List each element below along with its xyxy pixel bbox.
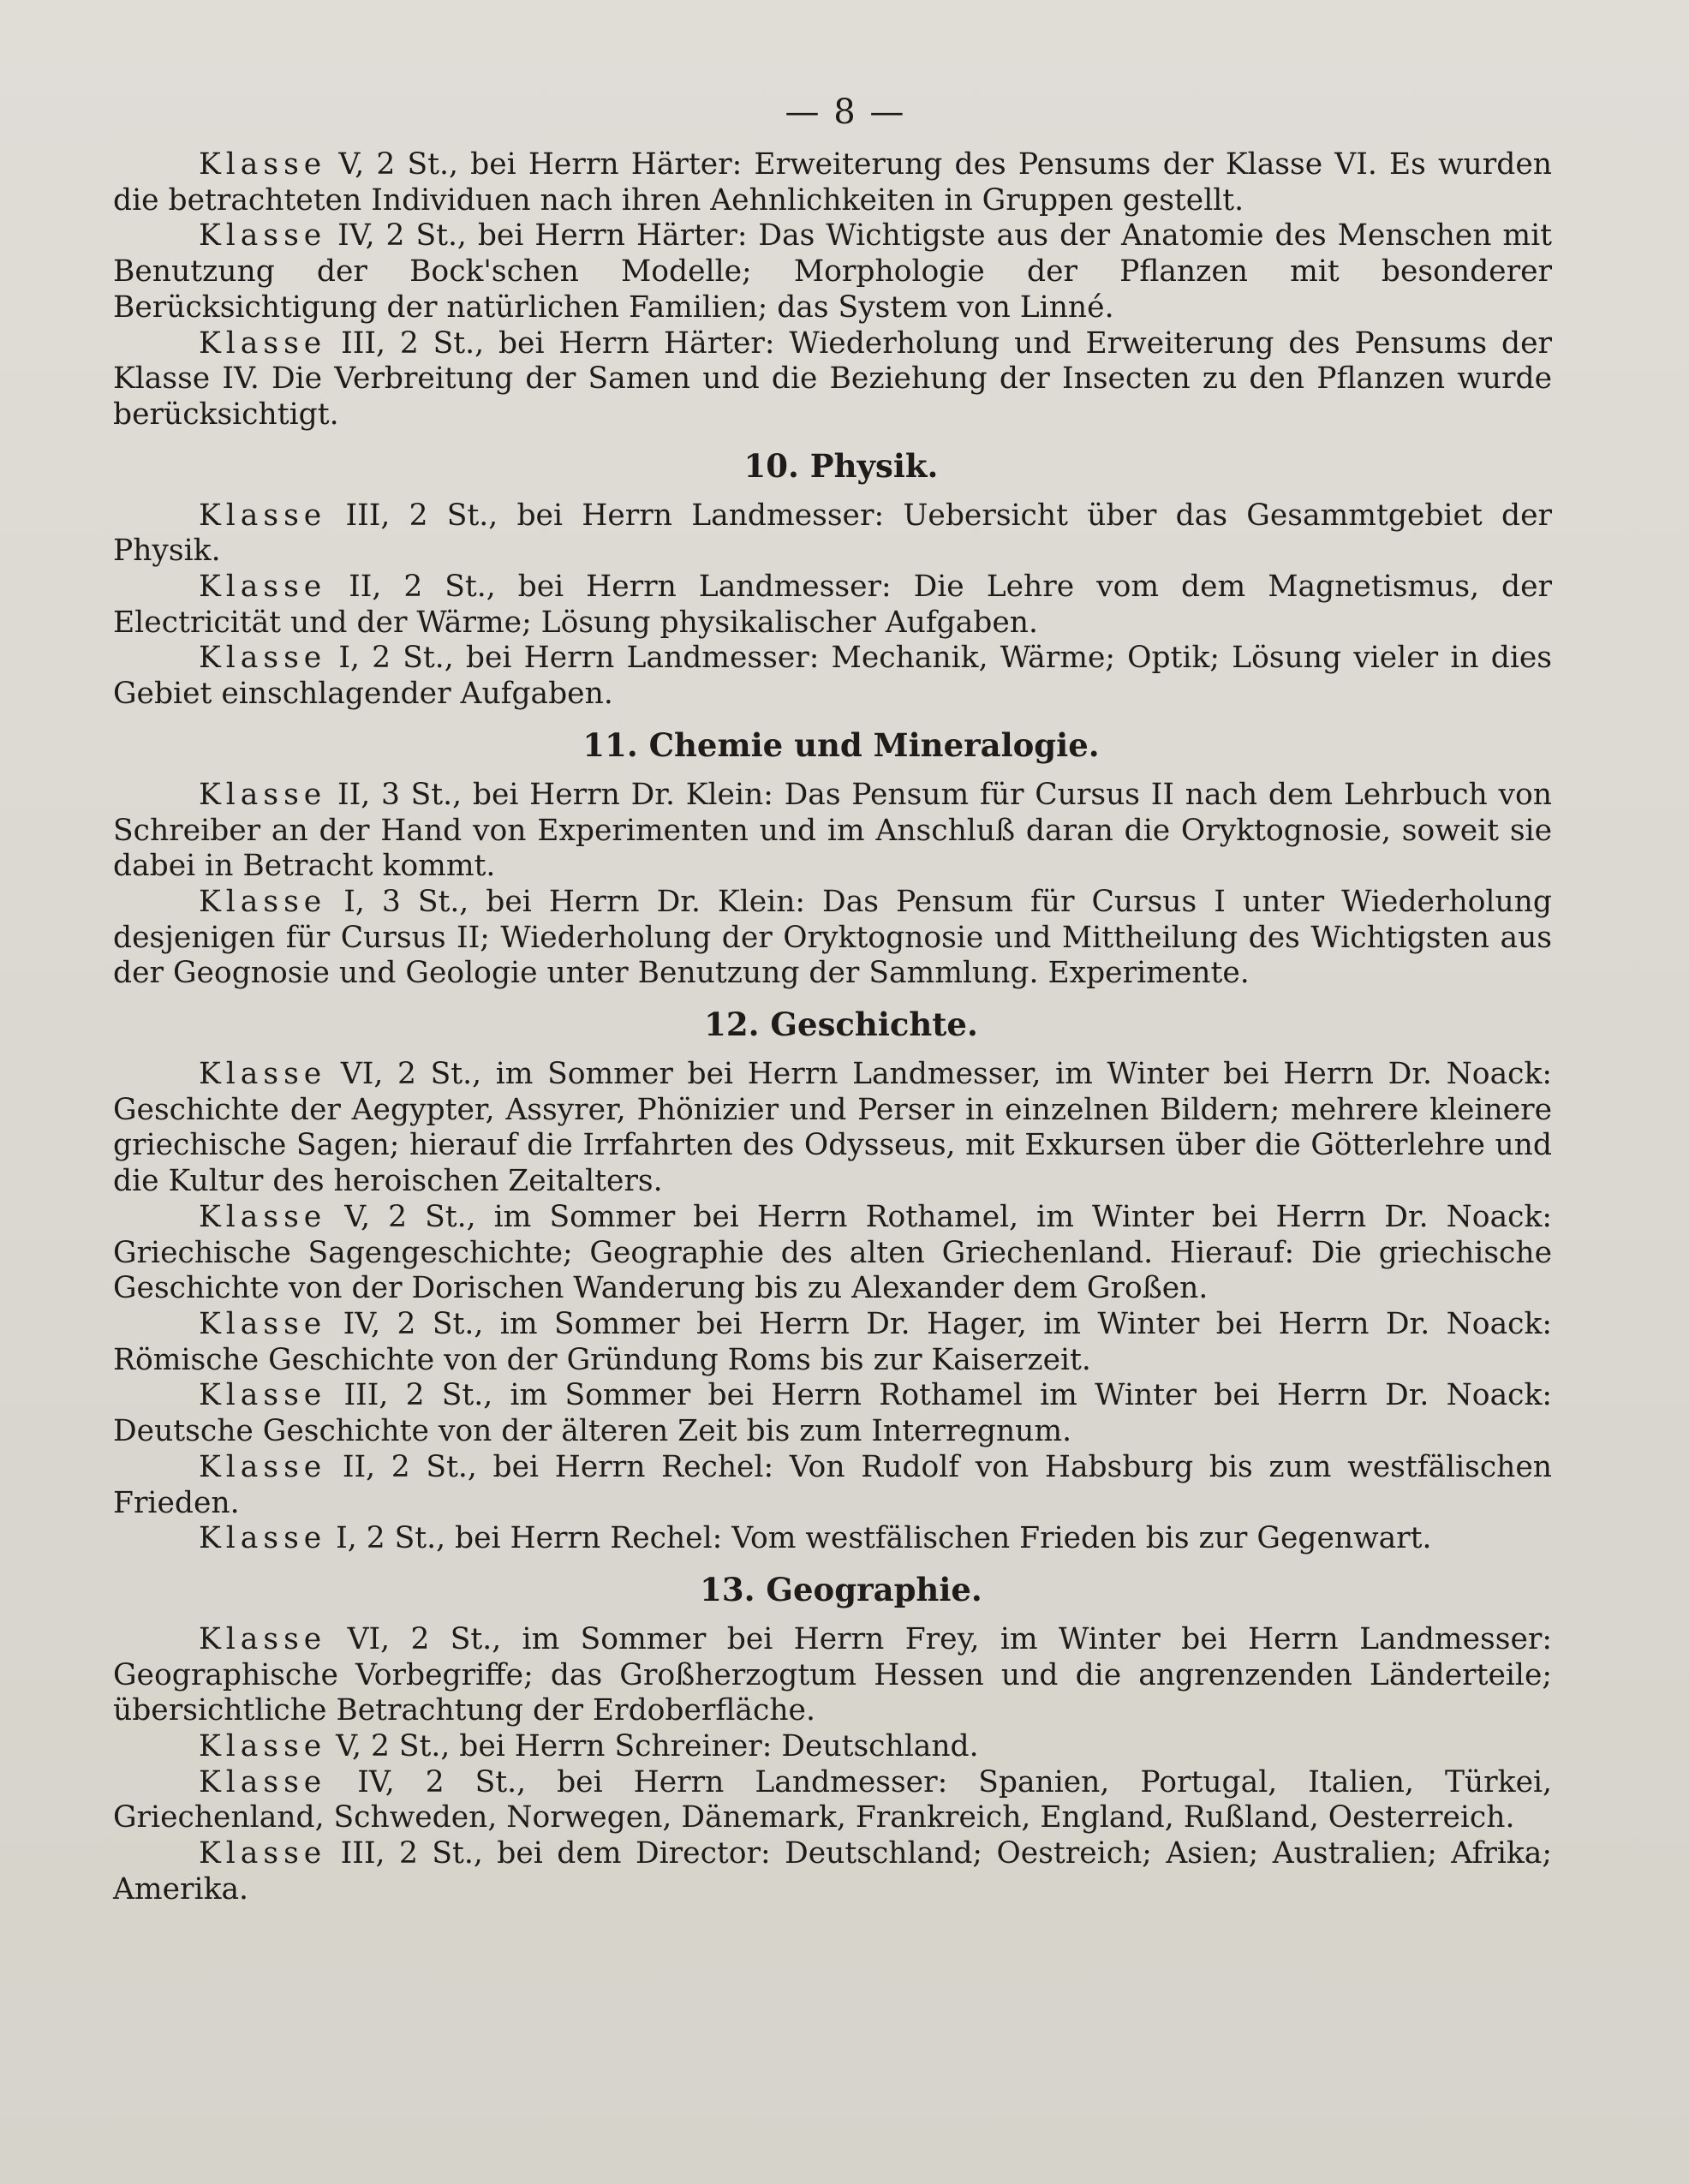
paragraph-text: II, 2 St., bei Herrn Landmesser: Die Lehre vom dem Magnetismus, der Electricität und der Wärme; Lösung physikalischer Aufgaben.	[113, 570, 1552, 640]
class-label: Klasse	[199, 570, 327, 605]
class-label: Klasse	[199, 1621, 327, 1656]
section-heading: 13. Geographie.	[700, 1570, 982, 1608]
intro-block	[113, 147, 1552, 433]
section-physik	[113, 448, 1552, 713]
paragraph-text: V, 2 St., im Sommer bei Herrn Rothamel, im Winter bei Herrn Dr. Noack: Griechische Sagengeschichte; Geographie des alten Griechenland. Hierauf: Die griechische Geschichte von der Dorischen Wanderung bis zu Alexander dem Großen.	[113, 1199, 1552, 1306]
paragraph	[113, 1057, 1552, 1200]
paragraph	[113, 641, 1552, 712]
class-label: Klasse	[199, 218, 327, 254]
class-label: Klasse	[199, 1306, 327, 1341]
paragraph	[113, 1765, 1552, 1836]
class-label: Klasse	[199, 1449, 327, 1484]
class-label: Klasse	[199, 777, 327, 812]
paragraph	[113, 1836, 1552, 1907]
class-label: Klasse	[199, 1764, 327, 1799]
class-label: Klasse	[199, 1729, 327, 1764]
section-geschichte	[113, 1006, 1552, 1557]
paragraph-text: I, 3 St., bei Herrn Dr. Klein: Das Pensum für Cursus I unter Wiederholung desjenigen für Cursus II; Wiederholung der Oryktognosie und Mittheilung des Wichtigsten aus der Geognosie und Geologie unter Benutzung der Sammlung. Experimente.	[113, 884, 1552, 991]
paragraph	[113, 778, 1552, 885]
paragraph	[113, 498, 1552, 570]
paragraph	[113, 570, 1552, 641]
class-label: Klasse	[199, 1521, 327, 1556]
paragraph	[113, 1378, 1552, 1449]
paragraph-text: IV, 2 St., bei Herrn Härter: Das Wichtigste aus der Anatomie des Menschen mit Benutzung der Bock'schen Modelle; Morphologie der Pflanzen mit besonderer Berücksichtigung der natürlichen Familien; das System von Linné.	[113, 218, 1552, 325]
paragraph	[113, 1450, 1552, 1521]
paragraph-text: I, 2 St., bei Herrn Landmesser: Mechanik, Wärme; Optik; Lösung vieler in dies Gebiet einschlagender Aufgaben.	[113, 641, 1552, 712]
paragraph-text: II, 3 St., bei Herrn Dr. Klein: Das Pensum für Cursus II nach dem Lehrbuch von Schreiber an der Hand von Experimenten und im Anschluß daran die Oryktognosie, soweit sie dabei in Betracht kommt.	[113, 777, 1552, 884]
paragraph	[113, 147, 1552, 218]
paragraph	[113, 218, 1552, 325]
paragraph-text: VI, 2 St., im Sommer bei Herrn Landmesser, im Winter bei Herrn Dr. Noack: Geschichte der Aegypter, Assyrer, Phönizier und Perser in einzelnen Bildern; mehrere kleinere griechische Sagen; hierauf die Irrfahrten des Odysseus, mit Exkursen über die Götterlehre und die Kultur des heroischen Zeitalters.	[113, 1057, 1552, 1199]
section-geographie	[113, 1572, 1552, 1908]
section-chemie	[113, 727, 1552, 992]
paragraph-text: III, 2 St., im Sommer bei Herrn Rothamel im Winter bei Herrn Dr. Noack: Deutsche Geschichte von der älteren Zeit bis zum Interregnum.	[113, 1378, 1552, 1449]
section-heading: 10. Physik.	[743, 446, 939, 485]
paragraph-text: V, 2 St., bei Herrn Schreiner: Deutschland.	[326, 1729, 979, 1764]
paragraph-text: IV, 2 St., bei Herrn Landmesser: Spanien, Portugal, Italien, Türkei, Griechenland, Schweden, Norwegen, Dänemark, Frankreich, England, Rußland, Oesterreich.	[113, 1764, 1552, 1835]
class-label: Klasse	[199, 1199, 327, 1234]
paragraph	[113, 1521, 1552, 1557]
paragraph-text: II, 2 St., bei Herrn Rechel: Von Rudolf von Habsburg bis zum westfälischen Frieden.	[113, 1449, 1552, 1520]
class-label: Klasse	[199, 147, 327, 182]
class-label: Klasse	[199, 325, 327, 361]
class-label: Klasse	[199, 1057, 327, 1092]
class-label: Klasse	[199, 1836, 327, 1871]
paragraph-text: V, 2 St., bei Herrn Härter: Erweiterung des Pensums der Klasse VI. Es wurden die betrachteten Individuen nach ihren Aehnlichkeiten in Gruppen gestellt.	[113, 147, 1552, 218]
paragraph-text: VI, 2 St., im Sommer bei Herrn Frey, im Winter bei Herrn Landmesser: Geographische Vorbegriffe; das Großherzogtum Hessen und die angrenzenden Länderteile; übersichtliche Betrachtung der Erdoberfläche.	[113, 1621, 1552, 1728]
paragraph-text: I, 2 St., bei Herrn Rechel: Vom westfälischen Frieden bis zur Gegenwart.	[326, 1521, 1432, 1556]
paragraph-text: III, 2 St., bei Herrn Härter: Wiederholung und Erweiterung des Pensums der Klasse IV. Die Verbreitung der Samen und die Beziehung der Insecten zu den Pflanzen wurde berücksichtigt.	[113, 325, 1552, 432]
class-label: Klasse	[199, 498, 327, 533]
paragraph	[113, 1729, 1552, 1765]
paragraph-text: III, 2 St., bei Herrn Landmesser: Uebersicht über das Gesammtgebiet der Physik.	[113, 498, 1552, 569]
class-label: Klasse	[199, 884, 327, 919]
paragraph	[113, 1200, 1552, 1307]
paragraph	[113, 326, 1552, 433]
class-label: Klasse	[199, 641, 327, 676]
paragraph	[113, 1622, 1552, 1729]
page-number: — 8 —	[785, 92, 906, 132]
class-label: Klasse	[199, 1378, 327, 1413]
paragraph	[113, 885, 1552, 992]
paragraph	[113, 1307, 1552, 1378]
section-heading: 11. Chemie und Mineralogie.	[582, 725, 1100, 764]
paragraph-text: III, 2 St., bei dem Director: Deutschland; Oestreich; Asien; Australien; Afrika; Amerika.	[113, 1836, 1552, 1907]
paragraph-text: IV, 2 St., im Sommer bei Herrn Dr. Hager, im Winter bei Herrn Dr. Noack: Römische Geschichte von der Gründung Roms bis zur Kaiserzeit.	[113, 1306, 1552, 1377]
section-heading: 12. Geschichte.	[704, 1005, 978, 1044]
